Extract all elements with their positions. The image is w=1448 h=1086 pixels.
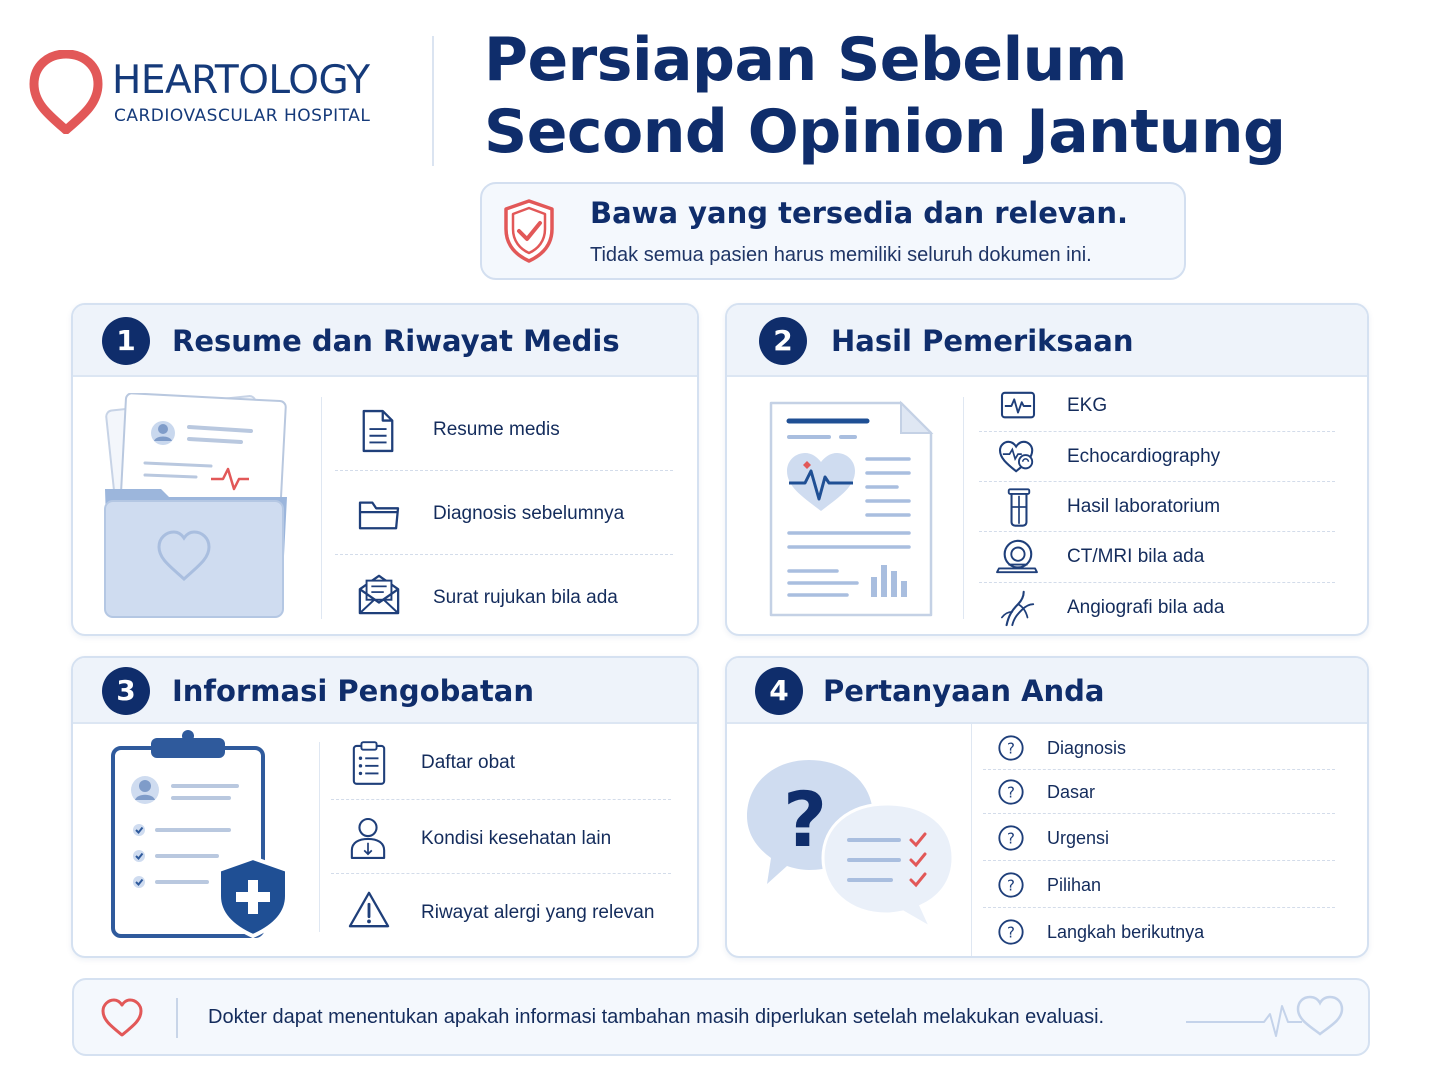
section-title: Informasi Pengobatan	[172, 674, 535, 708]
section-divider	[963, 397, 964, 619]
checklist-item	[979, 583, 1335, 635]
question-icon	[997, 871, 1025, 899]
footer-note	[72, 978, 1370, 1056]
section-number-badge: 2	[759, 317, 807, 365]
section-title: Pertanyaan Anda	[823, 674, 1105, 708]
checklist-item	[335, 471, 673, 555]
checklist-item-label: Resume medis	[433, 419, 560, 440]
checklist-item	[983, 908, 1335, 956]
section-card-4	[725, 656, 1369, 958]
checklist-item	[331, 724, 671, 800]
checklist-item-label: Angiografi bila ada	[1067, 597, 1225, 618]
section-divider	[971, 724, 972, 958]
medical-folder-illustration	[101, 393, 301, 623]
medication-list-icon	[351, 740, 387, 786]
section-header	[73, 305, 697, 377]
folder-icon	[357, 495, 401, 533]
shield-check-icon	[500, 197, 558, 265]
test-tube-icon	[1005, 486, 1033, 528]
question-icon	[997, 734, 1025, 762]
checklist-item-label: Diagnosis	[1047, 738, 1127, 758]
checklist-item-label: Riwayat alergi yang relevan	[421, 902, 655, 923]
section-title: Resume dan Riwayat Medis	[172, 324, 620, 358]
svg-text:?: ?	[1007, 783, 1015, 802]
checklist-item-label: Urgensi	[1047, 828, 1110, 848]
section-divider	[321, 397, 322, 619]
section-number-badge: 3	[102, 667, 150, 715]
checklist-item	[979, 381, 1335, 432]
question-icon	[997, 918, 1025, 946]
section-card-1	[71, 303, 699, 636]
checklist-item-label: CT/MRI bila ada	[1067, 546, 1205, 567]
note-text: Tidak semua pasien harus memiliki seluruh dokumen ini.	[590, 244, 1092, 266]
checklist-item	[983, 861, 1335, 908]
info-note	[480, 182, 1186, 280]
checklist-item-label: Diagnosis sebelumnya	[433, 503, 625, 524]
checklist-item-label: Kondisi kesehatan lain	[421, 828, 612, 849]
heart-outline-icon	[100, 997, 144, 1039]
blood-vessel-icon	[999, 589, 1037, 627]
checklist-item-label: Hasil laboratorium	[1067, 496, 1221, 517]
section-number-badge: 1	[102, 317, 150, 365]
footer-text: Dokter dapat menentukan apakah informasi tambahan masih diperlukan setelah melakukan evaluasi.	[208, 1006, 1105, 1028]
section-number-badge: 4	[755, 667, 803, 715]
checklist-item	[983, 724, 1335, 770]
checklist-item	[983, 814, 1335, 861]
page-title-line-2: Second Opinion Jantung	[484, 97, 1286, 167]
checklist-item-label: Pilihan	[1047, 875, 1102, 895]
svg-text:?: ?	[1007, 923, 1015, 942]
checklist-item	[335, 555, 673, 633]
document-icon	[359, 407, 397, 455]
brand-name: HEARTOLOGY	[112, 58, 370, 103]
checklist-item-label: EKG	[1067, 395, 1108, 416]
heartology-logo-icon	[28, 50, 104, 134]
svg-text:?: ?	[1007, 739, 1015, 758]
section-header	[727, 305, 1367, 377]
brand-subtitle: CARDIOVASCULAR HOSPITAL	[114, 106, 371, 126]
checklist-item	[983, 770, 1335, 814]
checklist-item	[979, 482, 1335, 532]
checklist-item-label: Dasar	[1047, 782, 1096, 802]
question-icon	[997, 778, 1025, 806]
hospital-logo	[28, 50, 428, 140]
checklist-item-label: Langkah berikutnya	[1047, 922, 1205, 942]
medical-report-illustration	[767, 399, 937, 619]
note-heading: Bawa yang tersedia dan relevan.	[590, 196, 1129, 230]
svg-text:?: ?	[1007, 829, 1015, 848]
section-card-2	[725, 303, 1369, 636]
clipboard-shield-illustration	[109, 730, 299, 940]
checklist-item	[979, 432, 1335, 482]
heartbeat-heart-decoration-icon	[1184, 988, 1354, 1048]
person-icon	[349, 816, 387, 860]
page-title	[484, 24, 1285, 168]
svg-text:?: ?	[1007, 876, 1015, 895]
warning-icon	[347, 890, 391, 930]
section-header	[727, 658, 1367, 724]
section-card-3	[71, 656, 699, 958]
checklist-item-label: Daftar obat	[421, 752, 515, 773]
checklist-item-label: Surat rujukan bila ada	[433, 587, 618, 608]
section-title: Hasil Pemeriksaan	[831, 324, 1134, 358]
header-divider	[432, 36, 434, 166]
checklist-item	[331, 874, 671, 950]
envelope-icon	[357, 571, 401, 617]
heart-ultrasound-icon	[997, 439, 1039, 475]
ct-scanner-icon	[995, 538, 1039, 576]
footer-divider	[176, 998, 178, 1038]
question-icon	[997, 824, 1025, 852]
page-title-line-1: Persiapan Sebelum	[484, 25, 1127, 95]
section-divider	[319, 742, 320, 932]
checklist-item	[335, 391, 673, 471]
question-chat-illustration	[745, 754, 965, 934]
checklist-item	[331, 800, 671, 874]
checklist-item-label: Echocardiography	[1067, 446, 1221, 467]
svg-text:?: ?	[783, 775, 828, 864]
checklist-item	[979, 532, 1335, 583]
section-header	[73, 658, 697, 724]
ekg-monitor-icon	[999, 390, 1037, 422]
